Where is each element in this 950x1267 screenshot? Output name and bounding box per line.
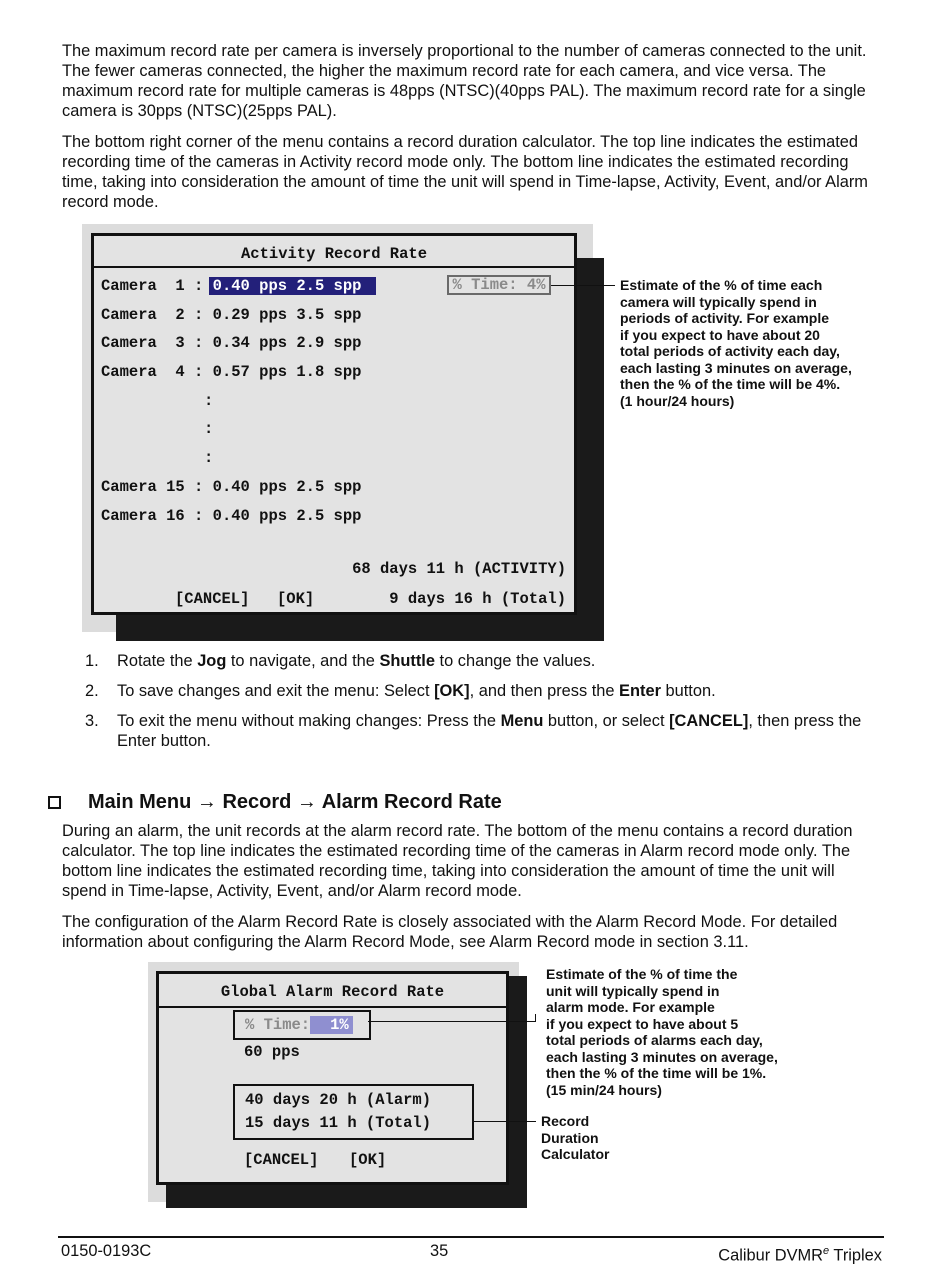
step-text: to navigate, and the [226,652,380,670]
step-text: , then press the Enter button. [117,712,862,750]
alarm-menu-title: Global Alarm Record Rate [220,983,445,1001]
step-text: , and then press the [469,682,620,700]
instruction-steps [85,651,875,761]
camera-label: Camera 2 : [101,306,204,324]
callout-line: (1 hour/24 hours) [620,392,735,409]
product-superscript: e [823,1245,830,1257]
camera-row-15[interactable] [101,477,361,497]
section-heading [48,792,502,812]
step-key: Menu [500,712,544,730]
step-key: Jog [197,652,227,670]
activity-time-callout [620,277,852,409]
ok-button[interactable]: [OK] [277,590,315,608]
callout-leader-line [551,285,615,286]
camera-rate-value[interactable]: 0.40 pps 2.5 spp [212,507,362,525]
intro-paragraph-1: The maximum record rate per camera is inversely proportional to the number of cameras connected to the unit. The fewer cameras connected, the higher the maximum record rate for each camera, and vice versa. The maximum record rate for multiple cameras is 48pps (NTSC)(40pps PAL). The maximum record rate for a single camera is 30pps (NTSC)(25pps PAL). [62,42,867,120]
callout-line: Calculator [541,1146,610,1162]
callout-line: Estimate of the % of time each [620,277,823,293]
camera-rate-value[interactable]: 0.34 pps 2.9 spp [212,334,362,352]
ok-button[interactable]: [OK] [349,1151,387,1169]
activity-record-rate-menu [91,233,577,615]
step-text: button. [660,682,716,700]
footer-rule [58,1236,884,1238]
alarm-paragraph-1: During an alarm, the unit records at the alarm record rate. The bottom of the menu contains a record duration calculator. The top line indicates the estimated recording time of the cameras in Alarm record mode only. The bottom line indicates the estimated recording time, taking into consideration the amount of time the unit will spend in Time-lapse, Activity, Event, and/or Alarm record mode. [62,822,853,900]
cancel-button[interactable]: [CANCEL] [244,1151,319,1169]
alarm-paragraph-2: The configuration of the Alarm Record Rate is closely associated with the Alarm Record Mode. For detailed information about configuring the Alarm Record Mode, see Alarm Record mode in section 3.11. [62,913,838,951]
footer-doc-number: 0150-0193C [61,1242,152,1260]
callout-line: total periods of activity each day, [620,343,840,359]
callout-line: if you expect to have about 20 [620,326,820,343]
camera-label: Camera 16 : [101,507,204,525]
camera-rate-value-selected[interactable]: 0.40 pps 2.5 spp [209,277,377,295]
alarm-time-percent-field[interactable] [233,1010,371,1040]
callout-line: (15 min/24 hours) [546,1081,662,1098]
camera-label: Camera 1 : [101,277,204,295]
step-key: [CANCEL] [669,712,749,730]
callout-line: then the % of the time will be 1%. [546,1065,767,1081]
camera-row-1[interactable] [101,276,376,296]
activity-menu-title: Activity Record Rate [240,245,428,263]
step-text: To save changes and exit the menu: Select [117,682,435,700]
callout-line: camera will typically spend in [620,293,817,310]
step-number: 2. [85,682,99,700]
step-key: Shuttle [379,652,435,670]
step-text: Rotate the [117,652,198,670]
step-number: 3. [85,712,99,730]
step-item [85,681,875,701]
ellipsis-colon: : [204,392,214,410]
total-duration-estimate: 15 days 11 h (Total) [245,1114,432,1132]
product-name: Calibur DVMR [718,1246,824,1265]
camera-rate-value[interactable]: 0.40 pps 2.5 spp [212,478,362,496]
camera-label: Camera 4 : [101,363,204,381]
callout-line: then the % of the time will be 4%. [620,376,841,392]
callout-line: Duration [541,1129,599,1146]
step-item [85,711,875,751]
callout-line: unit will typically spend in [546,982,720,999]
step-text: button, or select [543,712,670,730]
alarm-menu-divider [159,1006,506,1008]
checkbox-bullet-icon [48,796,61,809]
callout-line: Estimate of the % of time the [546,966,738,982]
footer-page-number: 35 [430,1242,449,1260]
product-suffix: Triplex [829,1246,882,1265]
camera-row-4[interactable] [101,362,361,382]
callout-line: alarm mode. For example [546,999,715,1015]
callout-line: each lasting 3 minutes on average, [546,1048,778,1065]
camera-rate-value[interactable]: 0.29 pps 3.5 spp [212,306,362,324]
step-item [85,651,875,671]
camera-row-2[interactable] [101,305,361,325]
time-label: % Time: [245,1016,311,1034]
alarm-time-callout [546,966,778,1098]
section-heading-text: Main Menu → Record → Alarm Record Rate [88,791,502,813]
camera-row-3[interactable] [101,333,361,353]
callout-line: each lasting 3 minutes on average, [620,359,852,376]
callout-line: periods of activity. For example [620,310,830,326]
global-alarm-record-rate-menu [156,971,509,1185]
step-key: [OK] [434,682,470,700]
activity-duration-estimate: 68 days 11 h (ACTIVITY) [352,560,566,578]
step-number: 1. [85,652,99,670]
callout-leader-line [368,1021,535,1022]
cancel-button[interactable]: [CANCEL] [175,590,250,608]
step-text: To exit the menu without making changes: Press the [117,712,501,730]
camera-row-16[interactable] [101,506,361,526]
footer-product-name [718,1241,882,1265]
callout-leader-line [472,1121,536,1122]
time-value-selected[interactable]: 1% [310,1016,353,1034]
camera-rate-value[interactable]: 0.57 pps 1.8 spp [212,363,362,381]
camera-label: Camera 3 : [101,334,204,352]
camera-label: Camera 15 : [101,478,204,496]
step-text: to change the values. [434,652,596,670]
record-duration-calculator-callout [541,1113,609,1163]
total-duration-estimate: 9 days 16 h (Total) [389,590,566,608]
callout-leader-line [535,1014,536,1022]
ellipsis-colon: : [204,449,214,467]
step-key: Enter [619,682,661,700]
alarm-rate-value[interactable]: 60 pps [244,1043,300,1061]
callout-line: total periods of alarms each day, [546,1032,763,1048]
intro-paragraph-2: The bottom right corner of the menu contains a record duration calculator. The top line indicates the estimated recording time of the cameras in Activity record mode only. The bottom line indicates the estimated recording time, taking into consideration the amount of time the unit will spend in Time-lapse, Activity, Event, and/or Alarm record mode. [62,133,868,211]
callout-line: Record [541,1113,590,1129]
activity-menu-divider [94,266,574,268]
ellipsis-colon: : [204,420,214,438]
alarm-duration-estimate: 40 days 20 h (Alarm) [245,1091,432,1109]
record-duration-calculator [233,1084,474,1140]
callout-line: if you expect to have about 5 [546,1015,739,1032]
activity-time-percent-field[interactable]: % Time: 4% [447,275,551,295]
